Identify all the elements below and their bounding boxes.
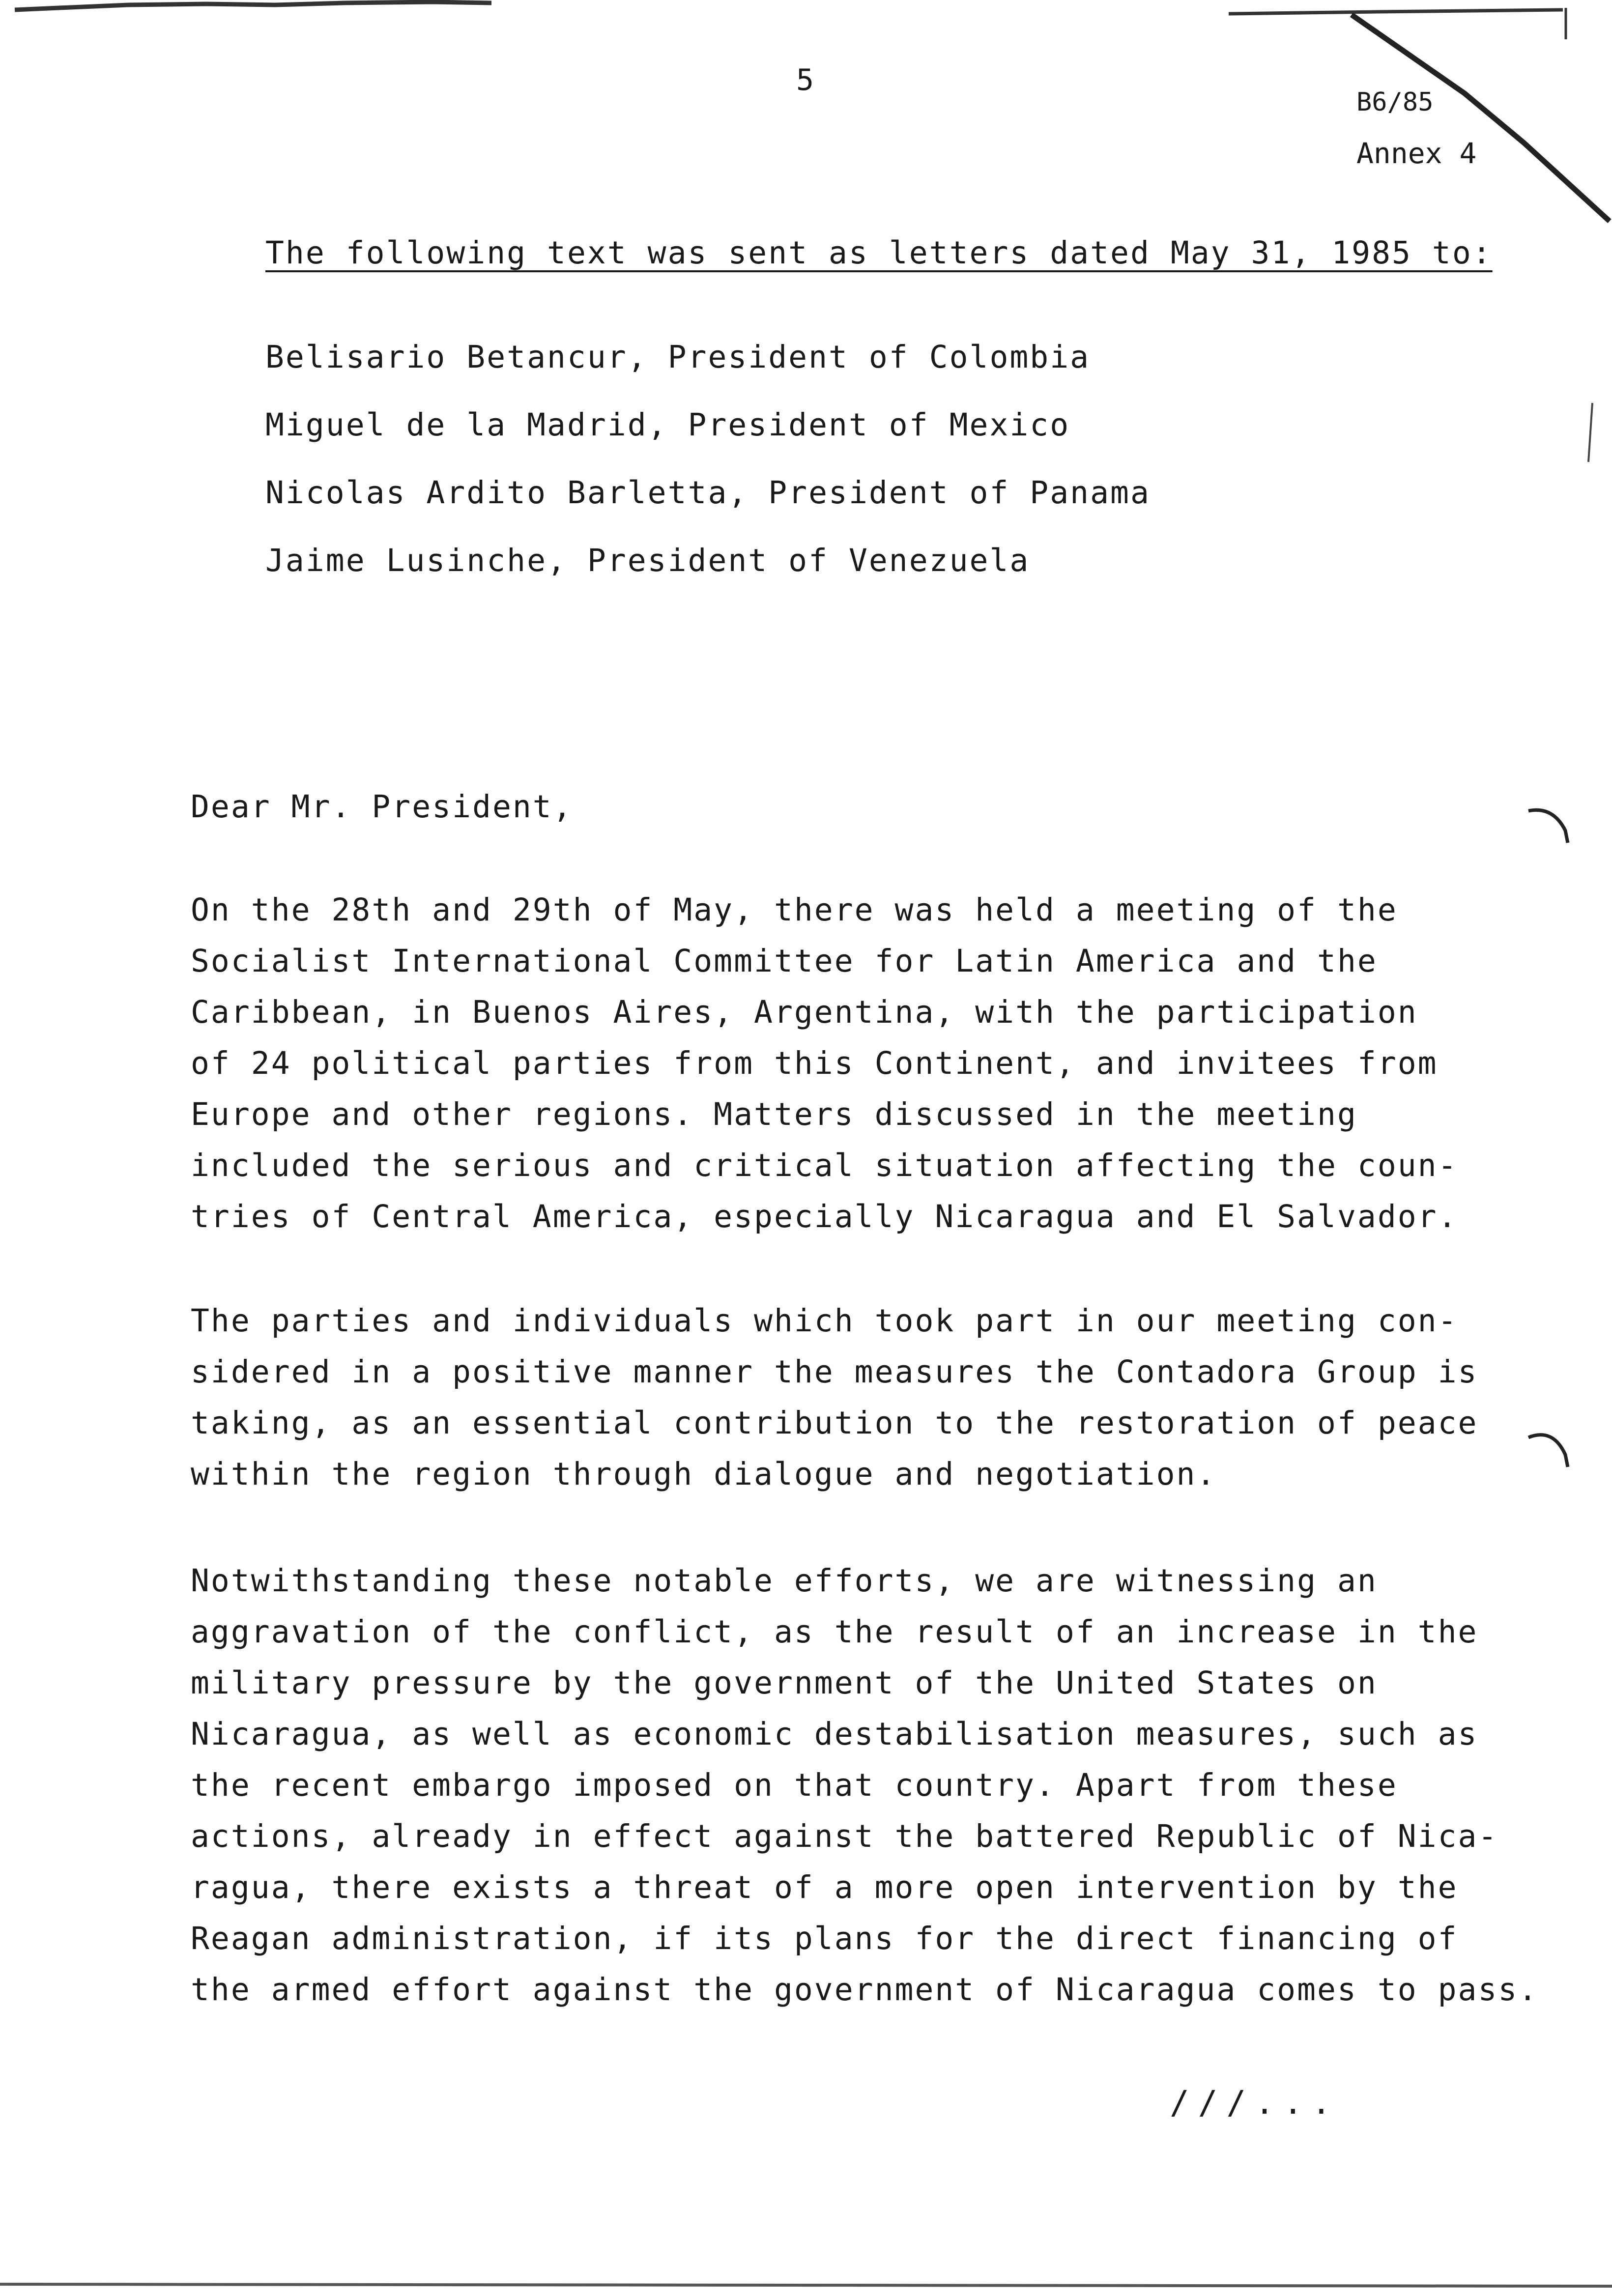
paragraph-line: The parties and individuals which took part in our meeting con- bbox=[191, 1303, 1458, 1339]
paragraph-line: sidered in a positive manner the measures the Contadora Group is bbox=[191, 1354, 1478, 1390]
paragraph-line: the recent embargo imposed on that country. Apart from these bbox=[191, 1767, 1398, 1803]
paragraph-line: On the 28th and 29th of May, there was held a meeting of the bbox=[191, 892, 1398, 928]
salutation: Dear Mr. President, bbox=[191, 789, 573, 825]
margin-hole-mark-2 bbox=[1528, 1435, 1568, 1467]
recipient-item: Belisario Betancur, President of Colombia bbox=[265, 339, 1091, 375]
corner-fold-line bbox=[1352, 15, 1610, 221]
document-reference: B6/85 bbox=[1356, 87, 1434, 117]
paragraph-line: within the region through dialogue and negotiation. bbox=[191, 1456, 1217, 1492]
recipient-item: Jaime Lusinche, President of Venezuela bbox=[265, 543, 1030, 578]
continuation-mark: ///... bbox=[1170, 2084, 1340, 2122]
paragraph-line: of 24 political parties from this Continent, and invitees from bbox=[191, 1045, 1438, 1081]
top-left-scan-smudge bbox=[15, 2, 491, 10]
paragraph-line: tries of Central America, especially Nicaragua and El Salvador. bbox=[191, 1199, 1458, 1234]
paragraph-1 bbox=[191, 885, 1458, 1242]
paragraph-line: the armed effort against the government of Nicaragua comes to pass. bbox=[191, 1972, 1539, 2008]
paragraph-line: military pressure by the government of the United States on bbox=[191, 1665, 1378, 1701]
paragraph-line: actions, already in effect against the battered Republic of Nica- bbox=[191, 1818, 1498, 1854]
right-edge-smudge bbox=[1588, 403, 1592, 462]
page-number: 5 bbox=[796, 63, 814, 97]
paragraph-line: Nicaragua, as well as economic destabilisation measures, such as bbox=[191, 1716, 1478, 1752]
recipient-item: Miguel de la Madrid, President of Mexico bbox=[265, 407, 1070, 443]
paragraph-line: included the serious and critical situation affecting the coun- bbox=[191, 1148, 1458, 1183]
paragraph-line: aggravation of the conflict, as the result of an increase in the bbox=[191, 1614, 1478, 1650]
bottom-page-edge bbox=[0, 2284, 1612, 2286]
paragraph-line: ragua, there exists a threat of a more open intervention by the bbox=[191, 1869, 1458, 1905]
recipient-list bbox=[265, 339, 1151, 610]
paragraph-line: taking, as an essential contribution to the restoration of peace bbox=[191, 1405, 1478, 1441]
paragraph-line: Socialist International Committee for Latin America and the bbox=[191, 943, 1378, 979]
paragraph-2 bbox=[191, 1295, 1478, 1500]
top-right-scan-smudge bbox=[1229, 10, 1563, 14]
intro-line: The following text was sent as letters dated May 31, 1985 to: bbox=[265, 235, 1493, 271]
paragraph-3 bbox=[191, 1555, 1538, 2015]
recipient-item: Nicolas Ardito Barletta, President of Panama bbox=[265, 475, 1151, 511]
margin-hole-mark-1 bbox=[1528, 810, 1568, 843]
paragraph-line: Reagan administration, if its plans for the direct financing of bbox=[191, 1921, 1458, 1956]
annex-label: Annex 4 bbox=[1356, 137, 1477, 170]
paragraph-line: Notwithstanding these notable efforts, we are witnessing an bbox=[191, 1563, 1378, 1599]
paragraph-line: Caribbean, in Buenos Aires, Argentina, with the participation bbox=[191, 994, 1418, 1030]
paragraph-line: Europe and other regions. Matters discussed in the meeting bbox=[191, 1096, 1357, 1132]
